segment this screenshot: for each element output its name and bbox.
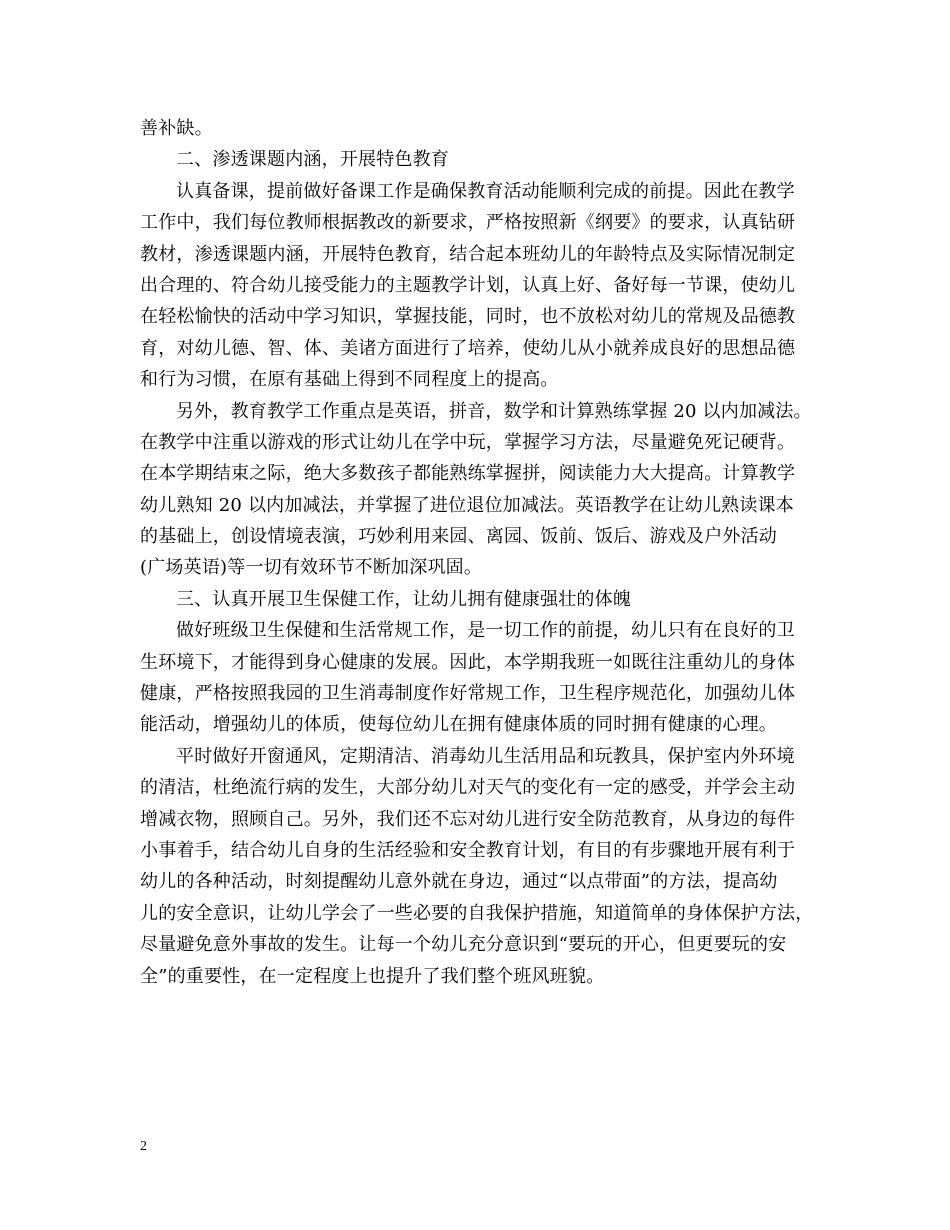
text-line: 教材，渗透课题内涵，开展特色教育，结合起本班幼儿的年龄特点及实际情况制定	[140, 243, 796, 265]
text-line: 小事着手，结合幼儿自身的生活经验和安全教育计划，有目的有步骤地开展有利于	[140, 839, 796, 861]
text-line: 出合理的、符合幼儿接受能力的主题教学计划，认真上好、备好每一节课，使幼儿	[140, 274, 796, 296]
text-line: 在教学中注重以游戏的形式让幼儿在学中玩，掌握学习方法，尽量避免死记硬背。	[140, 431, 796, 453]
text-line: 另外，教育教学工作重点是英语，拼音，数学和计算熟练掌握 20 以内加减法。	[176, 400, 812, 422]
text-line: 儿的安全意识，让幼儿学会了一些必要的自我保护措施，知道简单的身体保护方法，	[140, 902, 814, 924]
text-line: 二、渗透课题内涵，开展特色教育	[176, 149, 449, 171]
text-line: 在本学期结束之际，绝大多数孩子都能熟练掌握拼，阅读能力大大提高。计算教学	[140, 463, 796, 485]
text-line: 认真备课，提前做好备课工作是确保教育活动能顺利完成的前提。因此在教学	[176, 180, 795, 202]
text-line: 尽量避免意外事故的发生。让每一个幼儿充分意识到“要玩的开心，但更要玩的安	[140, 934, 787, 956]
text-line: 工作中，我们每位教师根据教改的新要求，严格按照新《纲要》的要求，认真钻研	[140, 212, 796, 234]
text-line: 全”的重要性，在一定程度上也提升了我们整个班风班貌。	[140, 965, 605, 987]
text-line: 幼儿的各种活动，时刻提醒幼儿意外就在身边，通过“以点带面”的方法，提高幼	[140, 871, 778, 893]
page-number: 2	[140, 1139, 147, 1154]
text-line: 的基础上，创设情境表演，巧妙利用来园、离园、饭前、饭后、游戏及户外活动	[140, 526, 777, 548]
text-line: 和行为习惯，在原有基础上得到不同程度上的提高。	[140, 369, 559, 391]
text-line: 的清洁，杜绝流行病的发生，大部分幼儿对天气的变化有一定的感受，并学会主动	[140, 777, 796, 799]
text-line: 做好班级卫生保健和生活常规工作，是一切工作的前提，幼儿只有在良好的卫	[176, 620, 795, 642]
text-line: 善补缺。	[140, 118, 213, 139]
text-line: 在轻松愉快的活动中学习知识，掌握技能，同时，也不放松对幼儿的常规及品德教	[140, 306, 796, 328]
text-line: 能活动，增强幼儿的体质，使每位幼儿在拥有健康体质的同时拥有健康的心理。	[140, 714, 777, 736]
text-line: 幼儿熟知 20 以内加减法，并掌握了进位退位加减法。英语教学在让幼儿熟读课本	[140, 494, 794, 516]
text-line: 平时做好开窗通风，定期清洁、消毒幼儿生活用品和玩教具，保护室内外环境	[176, 745, 795, 767]
text-line: 三、认真开展卫生保健工作，让幼儿拥有健康强壮的体魄	[176, 588, 631, 610]
text-line: 健康，严格按照我园的卫生消毒制度作好常规工作，卫生程序规范化，加强幼儿体	[140, 683, 796, 705]
text-line: 育，对幼儿德、智、体、美诸方面进行了培养，使幼儿从小就养成良好的思想品德	[140, 337, 796, 359]
text-line: 增减衣物，照顾自己。另外，我们还不忘对幼儿进行安全防范教育，从身边的每件	[140, 808, 796, 830]
text-line: (广场英语)等一切有效环节不断加深巩固。	[140, 557, 483, 579]
document-body	[140, 113, 820, 992]
text-line: 生环境下，才能得到身心健康的发展。因此，本学期我班一如既往注重幼儿的身体	[140, 651, 796, 673]
